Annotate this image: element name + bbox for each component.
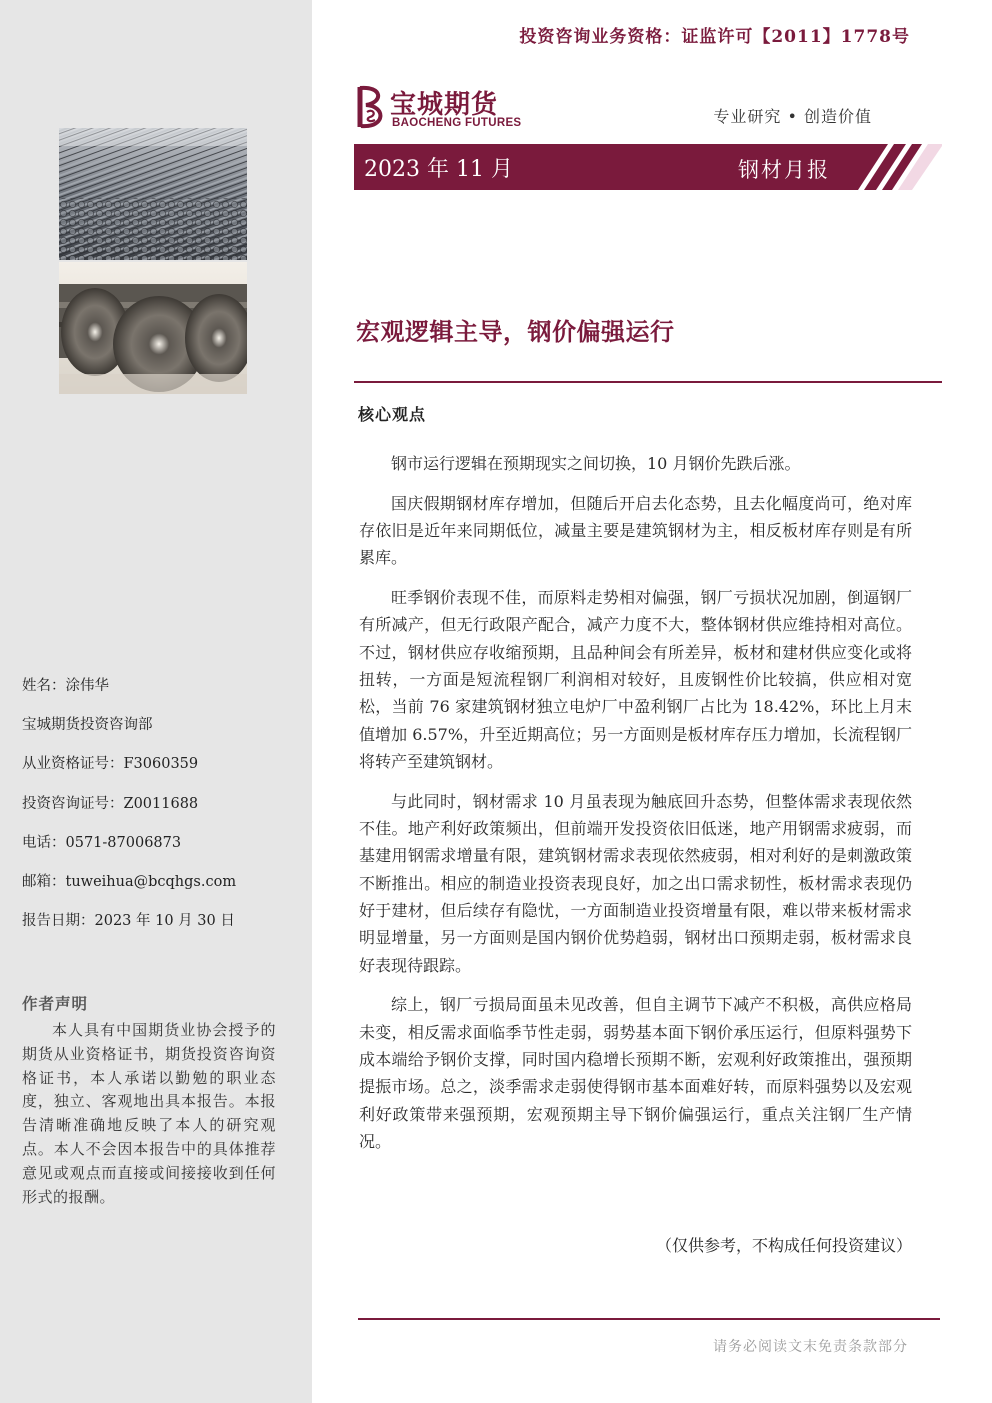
paragraph: 钢市运行逻辑在预期现实之间切换，10 月钢价先跌后涨。 (391, 454, 801, 473)
bottom-divider (358, 1318, 940, 1320)
report-banner (354, 144, 942, 190)
author-advisory-cert: 投资咨询证号：Z0011688 (22, 795, 199, 812)
author-name: 姓名：涂伟华 (22, 678, 109, 694)
logo-chinese-text: 宝城期货 (390, 90, 499, 120)
author-phone: 电话：0571-87006873 (22, 834, 182, 851)
paragraph: 旺季钢价表现不佳，而原料走势相对偏强，钢厂亏损状况加剧，倒逼钢厂有所减产，但无行政限产配合，减产力度不大，整体钢材供应维持相对高位。不过，钢材供应存收缩预期，且品种间会有所差异，板材和建材供应变化或将扭转，一方面是短流程钢厂利润相对较好，且废钢性价比较搞，供应相对宽松，当前 76 家建筑钢材独立电炉厂中盈利钢厂占比为 18.42%，环比上月末值增加 6.57%，升至近期高位；另一方面则是板材库存压力增加，长流程钢厂将转产至建筑钢材。 (359, 588, 912, 771)
steel-coil-image (59, 262, 247, 394)
report-title: 宏观逻辑主导，钢价偏强运行 (356, 318, 675, 346)
paragraph: 综上，钢厂亏损局面虽未见改善，但自主调节下减产不积极，高供应格局未变，相反需求面临季节性走弱，弱势基本面下钢价承压运行，但原料强势下成本端给予钢价支撑，同时国内稳增长预期不断，宏观利好政策推出，强预期提振市场。总之，淡季需求走弱使得钢市基本面难好转，而原料强势以及宏观利好政策带来强预期，宏观预期主导下钢价偏强运行，重点关注钢厂生产情况。 (359, 995, 912, 1151)
author-info (22, 674, 302, 948)
author-qualification-cert: 从业资格证号：F3060359 (22, 756, 199, 773)
author-department: 宝城期货投资咨询部 (22, 717, 153, 734)
steel-coil-photo (59, 262, 247, 394)
author-email[interactable]: 邮箱：tuweihua@bcqhgs.com (22, 873, 237, 890)
banner-report-type: 钢材月报 (738, 158, 830, 182)
company-logo (356, 84, 536, 134)
logo-english-text: BAOCHENG FUTURES (392, 117, 522, 129)
banner-date: 2023 年 11 月 (364, 157, 513, 182)
core-view-body (359, 450, 912, 1168)
license-statement: 投资咨询业务资格：证监许可【2011】1778号 (519, 27, 910, 47)
author-statement-title: 作者声明 (22, 994, 89, 1013)
report-date: 报告日期：2023 年 10 月 30 日 (22, 913, 235, 930)
footer-note: 请务必阅读文末免责条款部分 (713, 1339, 908, 1355)
slogan: 专业研究 • 创造价值 (713, 107, 872, 126)
paragraph: 与此同时，钢材需求 10 月虽表现为触底回升态势，但整体需求表现依然不佳。地产利好政策频出，但前端开发投资依旧低迷，地产用钢需求疲弱，而基建用钢需求增量有限，建筑钢材需求表现依然疲弱，相对利好的是刺激政策不断推出。相应的制造业投资表现良好，加之出口需求韧性，板材需求表现仍好于建材，但后续存有隐忧，一方面制造业投资增量有限，难以带来板材需求明显增量，另一方面则是国内钢价优势趋弱，钢材出口预期走弱，板材需求良好表现待跟踪。 (359, 791, 912, 975)
investment-disclaimer: （仅供参考，不构成任何投资建议） (655, 1236, 912, 1255)
title-divider (354, 381, 942, 383)
steel-rebar-photo (59, 128, 247, 260)
author-statement-body: 本人具有中国期货业协会授予的期货从业资格证书，期货投资咨询资格证书，本人承诺以勤勉的职业态度，独立、客观地出具本报告。本报告清晰准确地反映了本人的研究观点。本人不会因本报告中的具体推荐意见或观点而直接或间接接收到任何形式的报酬。 (22, 1021, 276, 1206)
paragraph: 国庆假期钢材库存增加，但随后开启去化态势，且去化幅度尚可，绝对库存依旧是近年来同期低位，减量主要是建筑钢材为主，相反板材库存则是有所累库。 (359, 493, 912, 568)
steel-rebar-image (59, 128, 247, 260)
section-title-core-view: 核心观点 (358, 405, 427, 424)
baocheng-logo-icon (356, 84, 388, 130)
